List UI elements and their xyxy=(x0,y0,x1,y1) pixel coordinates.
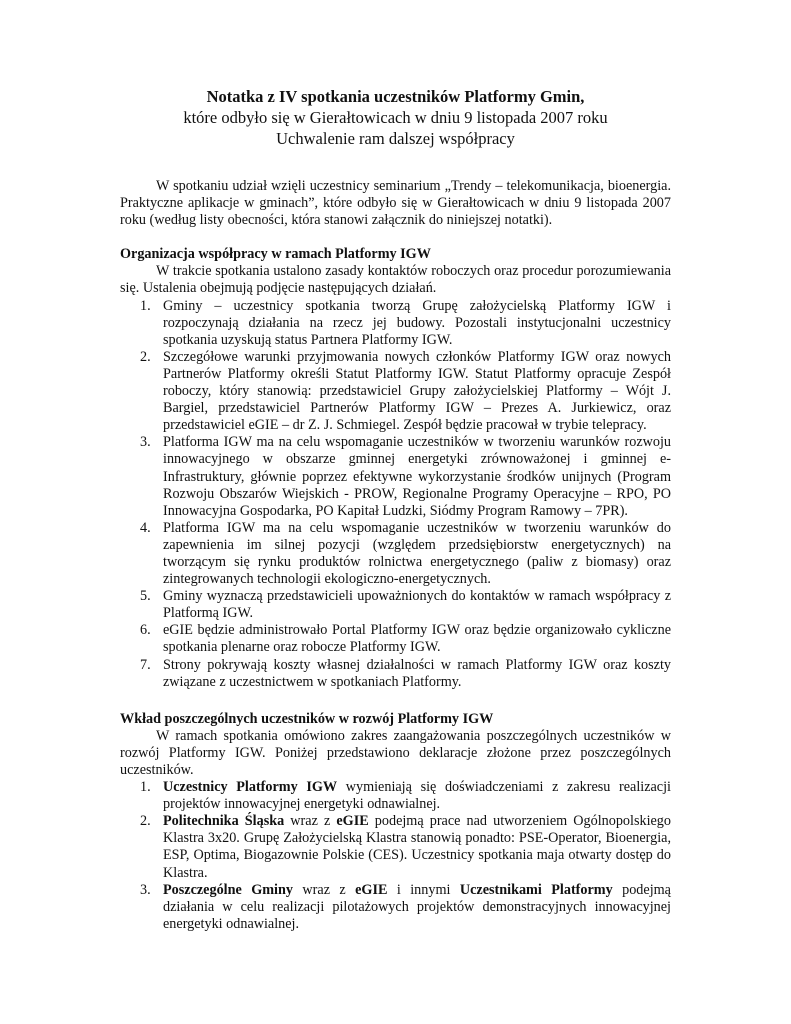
list-item-text: wraz z xyxy=(284,813,337,830)
participant-name: eGIE xyxy=(336,813,369,830)
list-item-number: 7. xyxy=(140,656,151,673)
list-item-number: 6. xyxy=(140,622,151,639)
participant-name: eGIE xyxy=(355,881,388,898)
participant-name: Politechnika Śląska xyxy=(163,813,285,830)
list-item xyxy=(120,520,671,588)
list-item xyxy=(120,779,671,813)
list-item xyxy=(120,434,671,519)
list-item xyxy=(120,813,671,881)
title-line-3: Uchwalenie ram dalszej współpracy xyxy=(276,129,515,148)
list-item-text: eGIE będzie administrowało Portal Platformy IGW oraz będzie organizowało cykliczne spotkania plenarne oraz robocze Platformy IGW. xyxy=(163,622,671,656)
list-item-number: 1. xyxy=(140,297,151,314)
list-item-text: Gminy wyznaczą przedstawicieli upoważnionych do kontaktów w ramach współpracy z Platformą IGW. xyxy=(163,588,671,622)
list-item-text: Gminy – uczestnicy spotkania tworzą Grupę założycielską Platformy IGW i rozpoczynają działania na rzecz jej budowy. Pozostali instytucjonalni uczestnicy spotkania uzyskują status Partnera Platformy IGW. xyxy=(163,297,671,348)
participant-name: Uczestnicy Platformy IGW xyxy=(163,779,338,796)
list-item-text: Strony pokrywają koszty własnej działalności w ramach Platformy IGW oraz koszty związane z uczestnictwem w spotkaniach Platformy. xyxy=(163,656,671,690)
list-item-text: i innymi xyxy=(387,881,460,898)
list-item-text: wymieniają się doświadczeniami z zakresu realizacji projektów innowacyjnej energetyki odnawialnej. xyxy=(163,779,671,813)
list-item xyxy=(120,349,671,434)
list-item-number: 1. xyxy=(140,779,151,796)
section-1-heading: Organizacja współpracy w ramach Platformy IGW xyxy=(120,246,431,263)
list-item xyxy=(120,882,671,933)
list-item xyxy=(120,588,671,622)
title-line-1: Notatka z IV spotkania uczestników Platformy Gmin, xyxy=(206,87,585,106)
document-title xyxy=(120,86,671,149)
section-2-lead: W ramach spotkania omówiono zakres zaangażowania poszczególnych uczestników w rozwój Platformy IGW. Poniżej przedstawiono deklaracje złożone przez poszczególnych uczestników. xyxy=(120,727,671,778)
intro-paragraph: W spotkaniu udział wzięli uczestnicy seminarium „Trendy – telekomunikacja, bioenergia. Praktyczne aplikacje w gminach”, które odbyło się w Gierałtowicach w dniu 9 listopada 2007 roku (według listy obecności, która stanowi załącznik do niniejszej notatki). xyxy=(120,178,671,229)
list-item-text: podejmą prace nad utworzeniem Ogólnopolskiego Klastra 3x20. Grupę Założycielską Klastra stanowią ponadto: PSE-Operator, Bioenergia, ESP, Optima, Biogazownie Polskie (CES). Uczestnicy spotkania maja otwarty dostęp do Klastra. xyxy=(163,813,671,881)
list-item-number: 2. xyxy=(140,813,151,830)
section-2-list xyxy=(120,779,671,933)
title-line-2: które odbyło się w Gierałtowicach w dniu 9 listopada 2007 roku xyxy=(183,108,608,127)
list-item-number: 3. xyxy=(140,881,151,898)
section-1-lead: W trakcie spotkania ustalono zasady kontaktów roboczych oraz procedur porozumiewania się. Ustalenia obejmują podjęcie następujących działań. xyxy=(120,263,671,297)
list-item-text: wraz z xyxy=(293,881,356,898)
section-2-heading: Wkład poszczególnych uczestników w rozwój Platformy IGW xyxy=(120,710,494,727)
list-item-number: 5. xyxy=(140,588,151,605)
list-item xyxy=(120,622,671,656)
section-1-list xyxy=(120,298,671,691)
list-item-text: Szczegółowe warunki przyjmowania nowych członków Platformy IGW oraz nowych Partnerów Platformy określi Statut Platformy IGW. Statut Platformy opracuje Zespół roboczy, który stanowią: przedstawiciel Grupy założycielskiej Platformy – Wójt J. Bargiel, przedstawiciel Partnerów Platformy IGW – Prezes A. Jurkiewicz, oraz przedstawiciel eGIE – dr Z. J. Schmiegel. Zespół będzie pracował w trybie telepracy. xyxy=(163,348,671,434)
list-item xyxy=(120,298,671,349)
list-item-number: 2. xyxy=(140,348,151,365)
list-item-number: 3. xyxy=(140,434,151,451)
list-item xyxy=(120,657,671,691)
participant-name: Poszczególne Gminy xyxy=(163,881,293,898)
list-item-number: 4. xyxy=(140,519,151,536)
list-item-text: Platforma IGW ma na celu wspomaganie uczestników w tworzeniu warunków rozwoju innowacyjnego w obszarze gminnej energetyki zrównoważonej i gminnej e-Infrastruktury, głównie poprzez efektywne wykorzystanie środków unijnych (Program Rozwoju Obszarów Wiejskich - PROW, Regionalne Programy Operacyjne – RPO, PO Innowacyjna Gospodarka, PO Kapitał Ludzki, Siódmy Program Ramowy – 7PR). xyxy=(163,434,671,519)
document-page xyxy=(120,86,671,933)
list-item-text: Platforma IGW ma na celu wspomaganie uczestników w tworzeniu warunków do zapewnienia im silnej pozycji (względem przedsiębiorstw energetycznych) na tworzącym się rynku produktów rolnictwa energetycznego (paliw z biomasy) oraz zintegrowanych technologii ekologiczno-energetycznych. xyxy=(163,519,671,588)
participant-name: Uczestnikami Platformy xyxy=(459,881,613,898)
list-item-text: podejmą działania w celu realizacji pilotażowych projektów demonstracyjnych innowacyjnej energetyki odnawialnej. xyxy=(163,881,671,932)
